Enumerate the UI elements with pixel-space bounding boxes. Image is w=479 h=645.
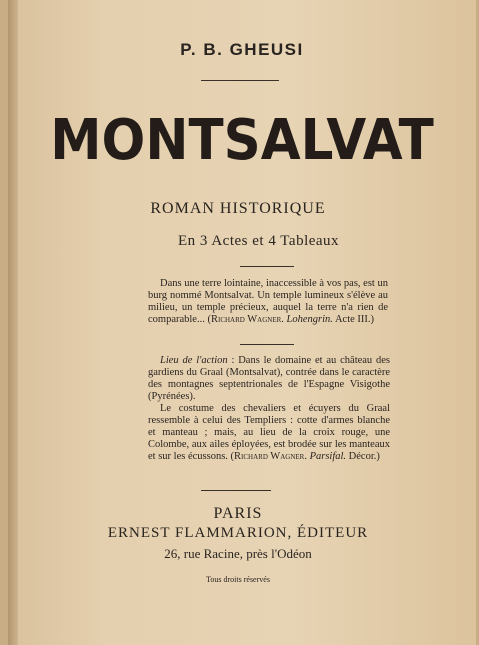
epigraph-text: Dans une terre lointaine, inaccessible à vos pas, est un burg nommé Montsalvat. Un temple lumineux s'élève au milieu, un temple précieux, auquel la terre n'a rien de comparable... ( [148, 278, 388, 325]
publication-city: PARIS [213, 505, 263, 522]
divider-rule [240, 344, 294, 345]
setting-text: : Dans le domaine et au château des gardiens du Graal (Montsalvat), contrée dans le caractère des montagnes septentrionales de l'Espagne Visigothe (Pyrénées). [148, 355, 390, 402]
acts-line: En 3 Actes et 4 Tableaux [178, 233, 340, 249]
divider-rule [240, 266, 294, 267]
author-name: P. B. GHEUSI [180, 40, 304, 59]
setting-ref: Décor.) [348, 451, 380, 462]
setting-label: Lieu de l'action [160, 355, 228, 366]
costume-text: Le costume des chevaliers et écuyers du Graal ressemble à celui des Templiers : cotte d'armes blanche et manteau ; mais, au lieu de la croix rouge, une Colombe, aux ailes éployées, est brodée sur les manteaux et sur les écussons. ( [148, 403, 390, 462]
book-title: MONTSALVAT [50, 108, 434, 173]
epigraph-work: Lohengrin. [286, 314, 333, 325]
title-page [8, 0, 476, 645]
divider-rule [201, 80, 279, 81]
epigraph [148, 278, 388, 326]
setting-author: Richard Wagner. [234, 451, 307, 462]
setting-note [148, 355, 390, 463]
rights-notice: Tous droits réservés [206, 575, 270, 584]
divider-rule [201, 490, 271, 491]
setting-work: Parsifal. [309, 451, 347, 462]
epigraph-author: Richard Wagner. [210, 314, 284, 325]
epigraph-ref: Acte III.) [334, 314, 375, 325]
book-subtitle: ROMAN HISTORIQUE [150, 200, 326, 217]
publisher-name: ERNEST FLAMMARION, ÉDITEUR [107, 525, 369, 541]
publisher-address: 26, rue Racine, près l'Odéon [164, 546, 312, 561]
